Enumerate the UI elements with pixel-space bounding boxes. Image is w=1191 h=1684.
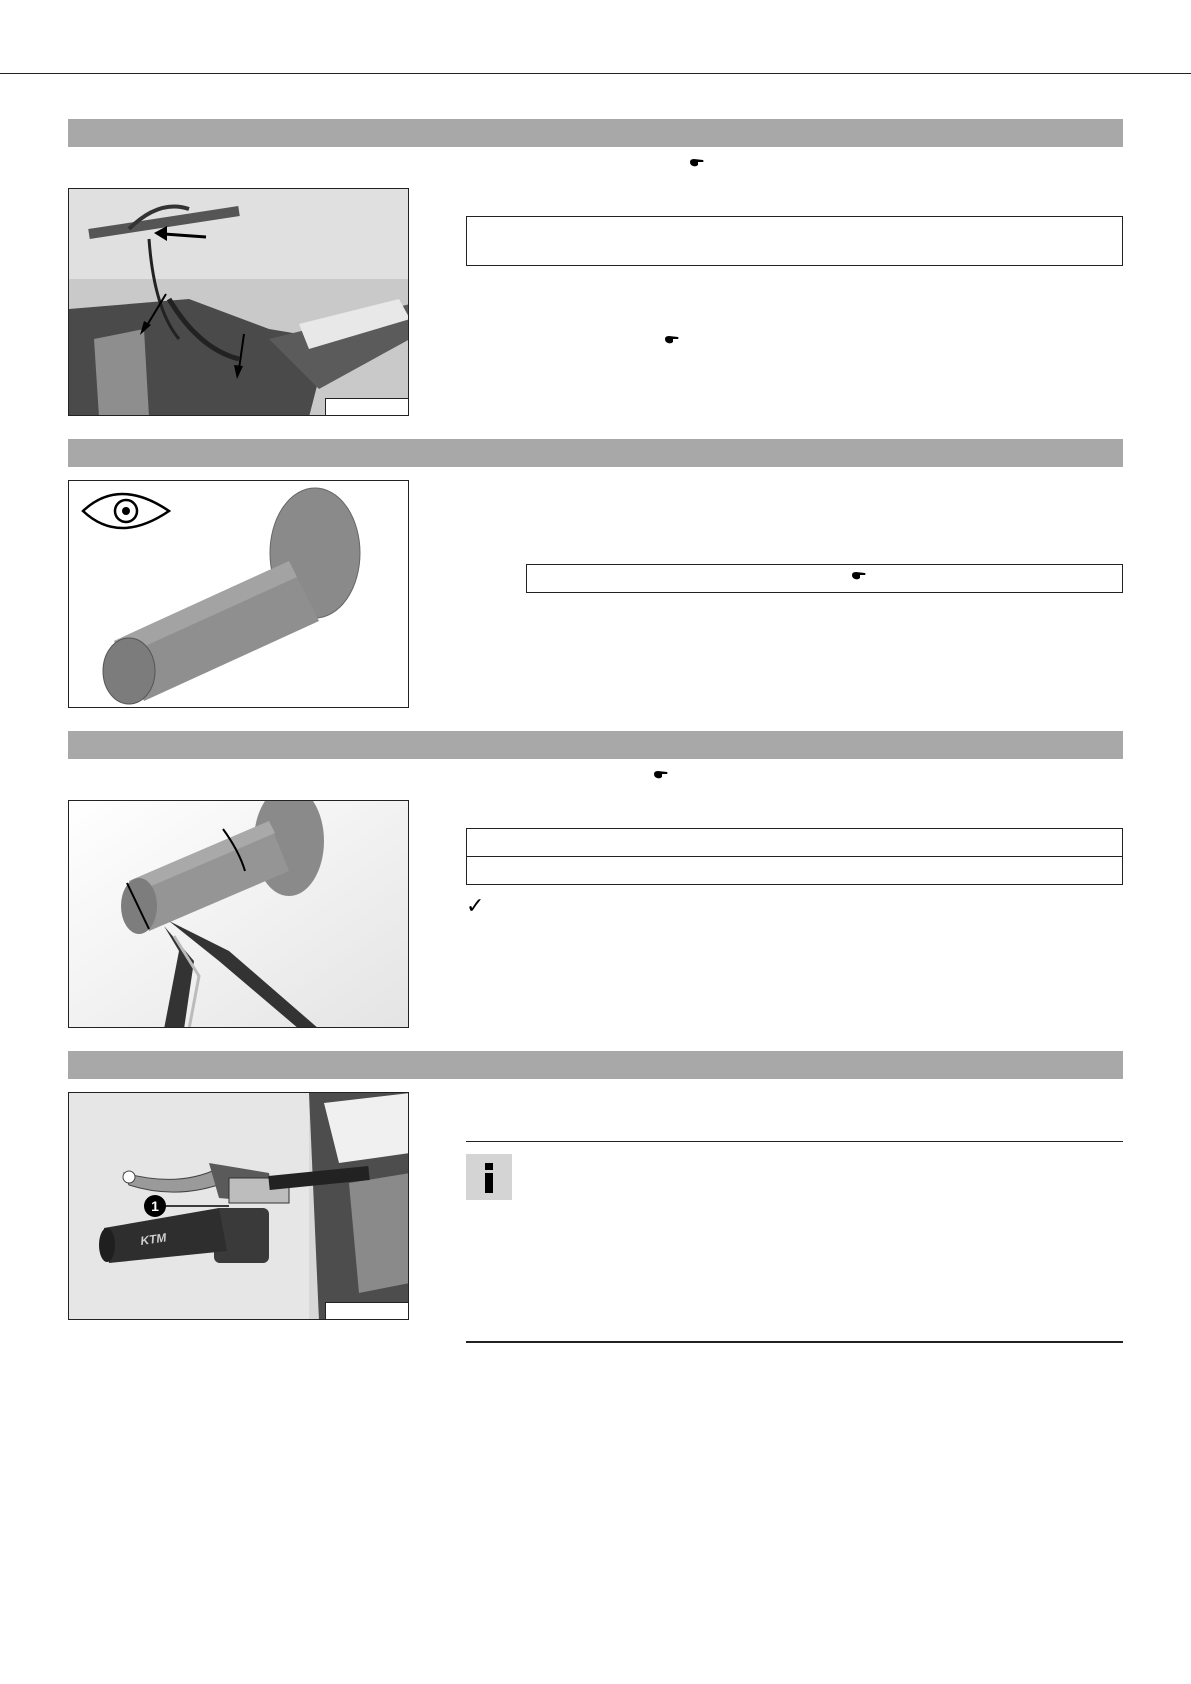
spec-row [467,857,1122,884]
section-header-1 [68,119,1123,147]
callout-number-1-icon [144,1195,166,1217]
figure-grip-inspection [68,480,409,708]
figure-handlebar-switch [68,1092,409,1320]
pointing-hand-icon[interactable] [852,571,866,580]
spec-row [467,829,1122,857]
specification-table-3 [466,828,1123,885]
page-header-rule [0,73,1191,74]
note-bottom-rule [466,1341,1123,1343]
specification-box-2 [526,564,1123,593]
checkmark-icon: ✓ [466,894,485,919]
pointing-hand-icon[interactable] [665,335,679,344]
callout-1-label: 1 [151,1198,159,1214]
note-top-rule [466,1141,1123,1142]
grip-brand-text: KTM [139,1230,168,1248]
figure-grip-wiring [68,800,409,1028]
figure-cable-routing [68,188,409,416]
figure-id-label [325,398,408,415]
pointing-hand-icon[interactable] [654,770,668,779]
info-icon [466,1154,512,1200]
section-header-3 [68,731,1123,759]
section-header-4 [68,1051,1123,1079]
figure-id-label [325,1302,408,1319]
specification-box-1 [466,216,1123,266]
pointing-hand-icon[interactable] [690,158,704,167]
section-header-2 [68,439,1123,467]
